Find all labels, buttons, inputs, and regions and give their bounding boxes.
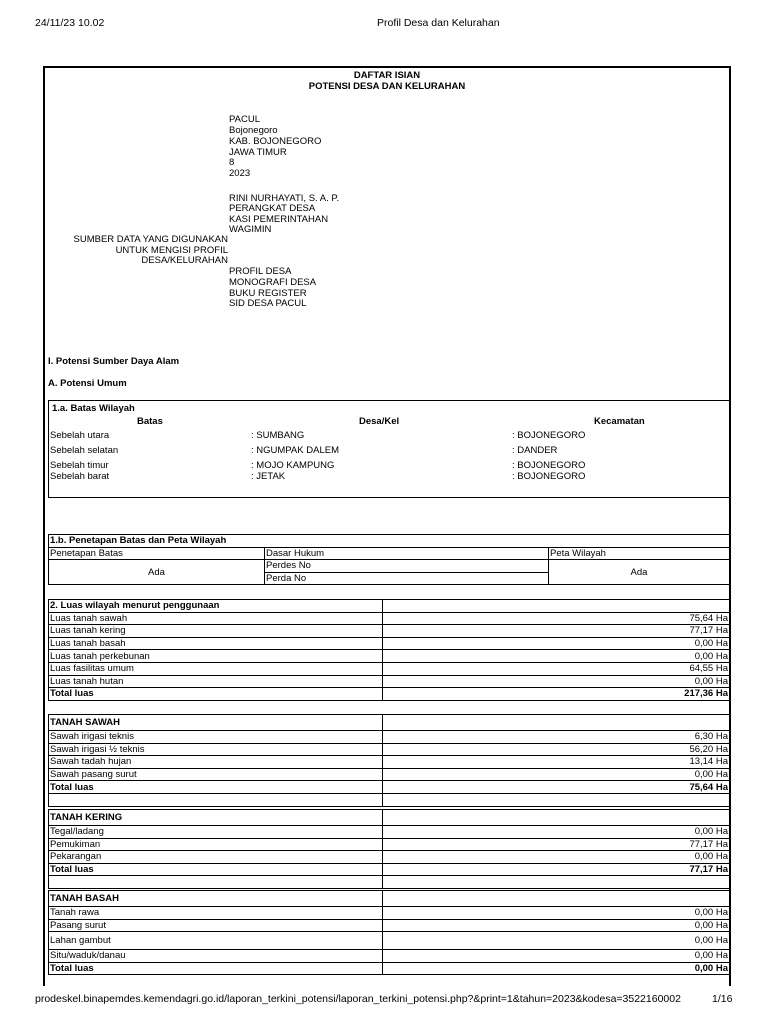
- print-footer-page: 1/16: [712, 993, 733, 1005]
- penetapan-title: 1.b. Penetapan Batas dan Peta Wilayah: [49, 535, 730, 548]
- penetapan-table: [48, 534, 730, 585]
- document-frame: DAFTAR ISIAN POTENSI DESA DAN KELURAHAN PACUL Bojonegoro KAB. BOJONEGORO JAWA TIMUR 8 2023 RINI NURHAYATI, S. A. P. PERANGKAT DESA KASI PEMERINTAHAN WAGIMIN SUMBER DATA YANG DIGUNAKAN UNTUK MENGISI PROFIL DESA/KELURAHAN PROFIL DESA MONOGRAFI DESA BUKU REGISTER SID DESA PACUL I. Potensi Sumber Daya Alam A. Potensi Umum 1.a. Batas Wilayah Batas Desa/Kel Kecamatan Sebelah utara : SUMBANG : BOJONEGORO Sebelah selatan : NGUMPAK DALEM : DANDER Sebelah timur : MOJO KAMPUNG : BOJONEGORO Sebelah barat : JETAK : BOJONEGORO 1.b. Penetapan Batas dan Peta Wilayah Penetapan Batas Dasar Hukum Peta Wilayah Ada Perdes No Ada Perda No 2. Luas wilayah menurut penggunaan Luas tanah sawah 75,64 Ha Luas tanah kering 77,17 Ha Luas tanah basah 0,00 Ha Luas tanah perkebunan 0,00 Ha Luas fasilitas umum 64,55 Ha Luas tanah hutan 0,00 Ha Total luas 217,36 Ha TANAH SAWAH Sawah irigasi teknis 6,30 Ha Sawah irigasi ½ teknis 56,20 Ha Sawah tadah hujan 13,14 Ha Sawah pasang surut 0,00 Ha Total luas 75,64 Ha TANAH KERING Tegal/ladang 0,00 Ha Pemukiman 77,17 Ha Pekarangan 0,00 Ha Total luas 77,17 Ha TANAH BASAH Tanah rawa 0,00 Ha Pasang surut 0,00 Ha Lahan gambut 0,00 Ha Situ/waduk/danau 0,00 Ha Total luas 0,00 Ha: [43, 66, 731, 986]
- batas-row: Sebelah barat : JETAK : BOJONEGORO: [50, 471, 586, 482]
- batas-header: Batas: [137, 416, 163, 427]
- batas-wilayah-box: [48, 400, 730, 498]
- total-row: Total luas 0,00 Ha: [50, 963, 728, 975]
- penetapan-value: Perda No: [265, 572, 549, 585]
- table-row: Tegal/ladang 0,00 Ha: [50, 826, 728, 838]
- sawah-title: TANAH SAWAH: [49, 715, 383, 731]
- print-datetime: 24/11/23 10.02: [35, 17, 105, 29]
- batas-header: Desa/Kel: [359, 416, 400, 427]
- penetapan-value: Perdes No: [265, 560, 549, 573]
- sources-label: SUMBER DATA YANG DIGUNAKAN UNTUK MENGISI PROFIL DESA/KELURAHAN: [73, 234, 228, 266]
- penetapan-header: Dasar Hukum: [265, 547, 549, 560]
- table-row: Pekarangan 0,00 Ha: [50, 851, 728, 863]
- luas-title: 2. Luas wilayah menurut penggunaan: [49, 600, 383, 613]
- penetapan-value: Ada: [549, 560, 730, 585]
- table-row: Pasang surut 0,00 Ha: [50, 919, 728, 931]
- section-heading: I. Potensi Sumber Daya Alam: [48, 356, 180, 367]
- basah-title: TANAH BASAH: [49, 891, 383, 907]
- table-row: Luas tanah perkebunan 0,00 Ha: [50, 650, 728, 662]
- table-row: Lahan gambut 0,00 Ha: [49, 932, 730, 950]
- kering-title: TANAH KERING: [49, 810, 383, 826]
- table-row: Situ/waduk/danau 0,00 Ha: [50, 950, 728, 962]
- table-row: Luas fasilitas umum 64,55 Ha: [50, 663, 728, 675]
- doc-title-2: POTENSI DESA DAN KELURAHAN: [308, 81, 466, 92]
- table-row: Sawah irigasi teknis 6,30 Ha: [50, 731, 728, 743]
- table-row: Sawah irigasi ½ teknis 56,20 Ha: [50, 743, 728, 755]
- total-row: Total luas 77,17 Ha: [50, 864, 728, 876]
- total-row: Total luas 217,36 Ha: [50, 688, 728, 700]
- table-row: Luas tanah kering 77,17 Ha: [50, 625, 728, 637]
- batas-title: 1.a. Batas Wilayah: [52, 403, 135, 414]
- print-footer-url: prodeskel.binapemdes.kemendagri.go.id/laporan_terkini_potensi/laporan_terkini_potensi.php?&print=1&tahun=2023&kodesa=3522160002: [35, 993, 681, 1005]
- table-row: Sawah pasang surut 0,00 Ha: [50, 769, 728, 781]
- batas-row: Sebelah timur : MOJO KAMPUNG : BOJONEGORO: [50, 460, 586, 471]
- section-heading: A. Potensi Umum: [48, 378, 127, 389]
- doc-title-1: DAFTAR ISIAN: [353, 70, 421, 81]
- print-title: Profil Desa dan Kelurahan: [377, 17, 500, 29]
- sawah-table: [48, 714, 730, 807]
- batas-row: Sebelah selatan : NGUMPAK DALEM : DANDER: [50, 445, 558, 456]
- penetapan-header: Peta Wilayah: [549, 547, 730, 560]
- table-row: Pemukiman 77,17 Ha: [50, 838, 728, 850]
- batas-header: Kecamatan: [594, 416, 645, 427]
- luas-table: [48, 599, 730, 701]
- total-row: Total luas 75,64 Ha: [50, 781, 728, 793]
- basah-table: [48, 890, 730, 975]
- table-row: Luas tanah hutan 0,00 Ha: [50, 675, 728, 687]
- table-row: Luas tanah sawah 75,64 Ha: [50, 612, 728, 624]
- table-row: Tanah rawa 0,00 Ha: [50, 907, 728, 919]
- penetapan-header: Penetapan Batas: [49, 547, 265, 560]
- penetapan-value: Ada: [49, 560, 265, 585]
- table-row: Sawah tadah hujan 13,14 Ha: [50, 756, 728, 768]
- batas-row: Sebelah utara : SUMBANG : BOJONEGORO: [50, 430, 586, 441]
- kering-table: [48, 809, 730, 889]
- table-row: Luas tanah basah 0,00 Ha: [50, 638, 728, 650]
